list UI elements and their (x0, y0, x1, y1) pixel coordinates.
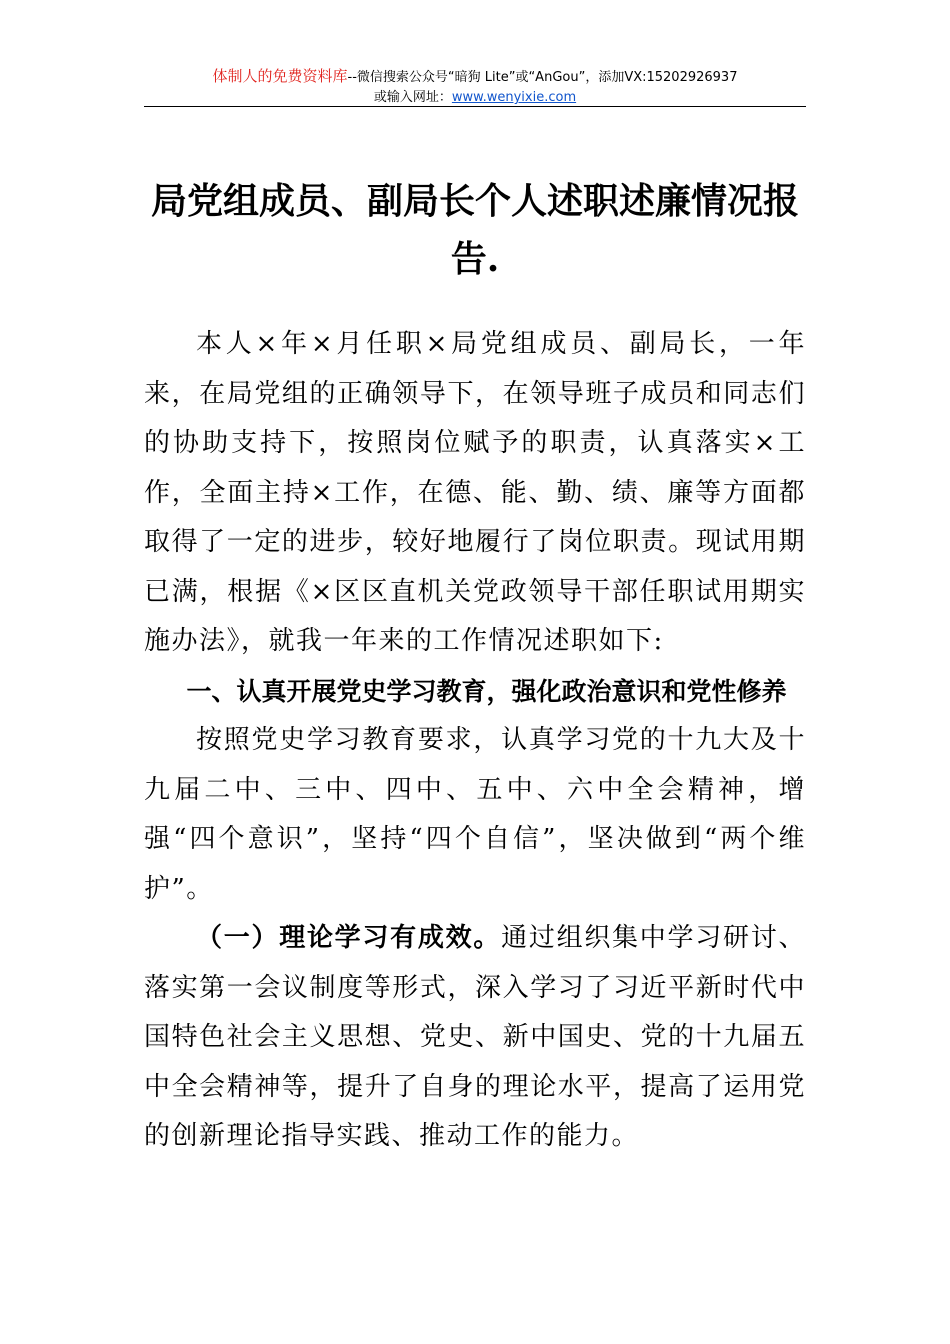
subsection-1-lead: （一）理论学习有成效。 (196, 923, 502, 953)
document-body (144, 320, 806, 1162)
website-link[interactable]: www.wenyixie.com (451, 90, 577, 105)
document-title: 局党组成员、副局长个人述职述廉情况报告. (150, 180, 799, 280)
header-line-2 (144, 88, 806, 108)
brand-name: 体制人的免费资料库 (212, 67, 348, 85)
header-line-1 (144, 66, 806, 88)
header-tagline: --微信搜索公众号“暗狗 Lite”或“AnGou”，添加VX:15202926937 (347, 70, 738, 85)
section-1-paragraph: 按照党史学习教育要求，认真学习党的十九大及十九届二中、三中、四中、五中、六中全会精神，增强“四个意识”，坚持“四个自信”，坚决做到“两个维护”。 (144, 725, 806, 904)
subsection-1-paragraph (144, 914, 806, 1162)
header-divider (144, 106, 806, 107)
page-header (144, 66, 806, 108)
subsection-1-body: 通过组织集中学习研讨、落实第一会议制度等形式，深入学习了习近平新时代中国特色社会主义思想、党史、新中国史、党的十九届五中全会精神等，提升了自身的理论水平，提高了运用党的创新理论指导实践、推动工作的能力。 (144, 923, 806, 1151)
intro-paragraph: 本人×年×月任职×局党组成员、副局长，一年来，在局党组的正确领导下，在领导班子成员和同志们的协助支持下，按照岗位赋予的职责，认真落实×工作，全面主持×工作，在德、能、勤、绩、廉等方面都取得了一定的进步，较好地履行了岗位职责。现试用期已满，根据《×区区直机关党政领导干部任职试用期实施办法》，就我一年来的工作情况述职如下: (144, 329, 806, 656)
url-prefix: 或输入网址： (373, 90, 452, 105)
section-1-heading: 一、认真开展党史学习教育，强化政治意识和党性修养 (186, 676, 787, 706)
